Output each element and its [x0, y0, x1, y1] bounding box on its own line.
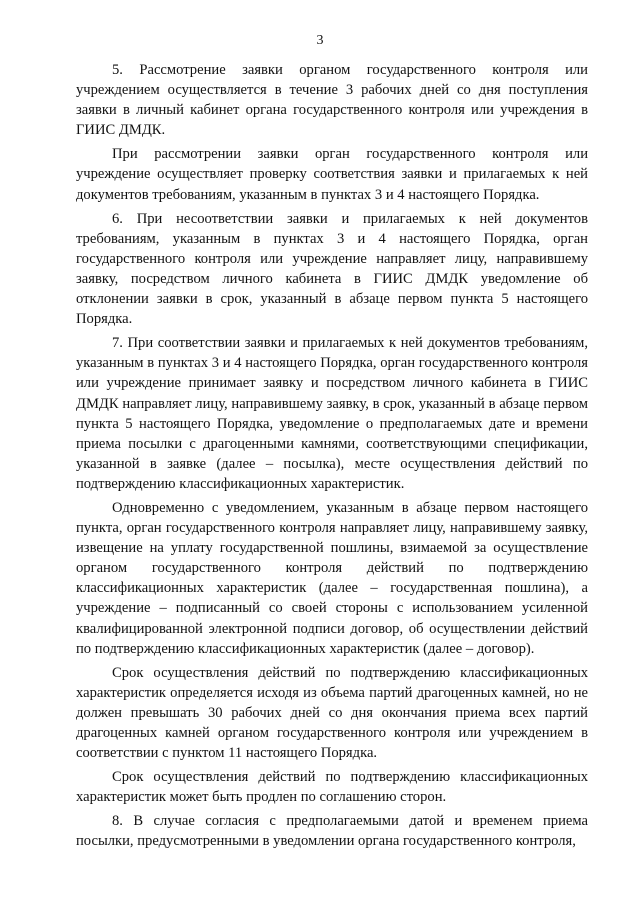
paragraph-7-fee-notice: Одновременно с уведомлением, указанным в абзаце первом настоящего пункта, орган государственного контроля направляет лицу, направившему заявку, извещение на уплату государственной пошлины, взимаемой за осуществление органом государственного контроля действий по подтверждению классификационных характеристик (далее – государственная пошлина), а учреждение – подписанный со своей стороны с использованием усиленной квалифицированной электронной подписи договор, об осуществлении действий по подтверждению классификационных характеристик (далее – договор). [76, 499, 588, 657]
paragraph-6-rejection: 6. При несоответствии заявки и прилагаемых к ней документов требованиям, указанным в пунктах 3 и 4 настоящего Порядка, орган государственного контроля или учреждение направляет лицу, направившему заявку, посредством личного кабинета в ГИИС ДМДК уведомление об отклонении заявки в срок, указанный в абзаце первом пункта 5 настоящего Порядка. [76, 210, 588, 328]
paragraph-5-review-period: 5. Рассмотрение заявки органом государственного контроля или учреждением осуществляется в течение 3 рабочих дней со дня поступления заявки в личный кабинет органа государственного контроля или учреждения в ГИИС ДМДК. [76, 62, 588, 139]
paragraph-7-processing-term: Срок осуществления действий по подтверждению классификационных характеристик определяется исходя из объема партий драгоценных камней, но не должен превышать 30 рабочих дней со дня окончания приема всех партий драгоценных камней органом государственного контроля или учреждением в соответствии с пунктом 11 настоящего Порядка. [76, 664, 588, 762]
page-number: 3 [316, 33, 324, 48]
paragraph-5-compliance-check: При рассмотрении заявки орган государственного контроля или учреждение осуществляет проверку соответствия заявки и прилагаемых к ней документов требованиям, указанным в пунктах 3 и 4 настоящего Порядка. [76, 146, 588, 203]
paragraph-8-consent: 8. В случае согласия с предполагаемыми датой и временем приема посылки, предусмотренными в уведомлении органа государственного контроля, [76, 813, 588, 850]
document-body [76, 60, 588, 856]
paragraph-7-term-extension: Срок осуществления действий по подтверждению классификационных характеристик может быть продлен по соглашению сторон. [76, 769, 588, 806]
paragraph-7-acceptance: 7. При соответствии заявки и прилагаемых к ней документов требованиям, указанным в пунктах 3 и 4 настоящего Порядка, орган государственного контроля или учреждение принимает заявку и посредством личного кабинета в ГИИС ДМДК направляет лицу, направившему заявку, в срок, указанный в абзаце первом пункта 5 настоящего Порядка, уведомление о предполагаемых дате и времени приема посылки с драгоценными камнями, соответствующими спецификации, указанной в заявке (далее – посылка), месте осуществления действий по подтверждению классификационных характеристик. [76, 335, 588, 492]
